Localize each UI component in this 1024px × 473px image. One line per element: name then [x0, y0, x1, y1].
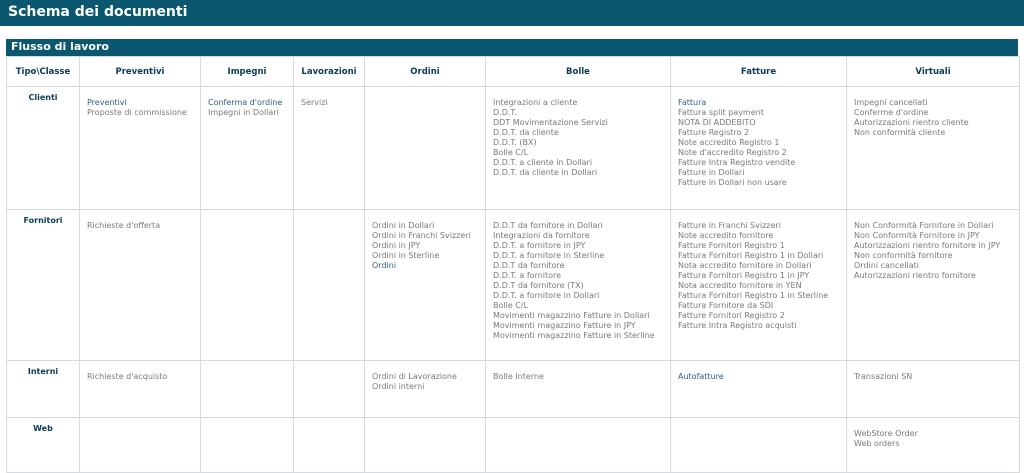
document-item: Fatture Fornitori Registro 2	[678, 311, 785, 320]
document-item: D.D.T. a fornitore in Sterline	[493, 251, 605, 260]
document-item: Non conformità cliente	[854, 128, 946, 137]
panel-header	[6, 39, 1018, 56]
document-item: WebStore Order	[854, 429, 918, 438]
document-item: Nota accredito fornitore in YEN	[678, 281, 802, 290]
cell-lavorazioni	[294, 418, 365, 473]
document-item: Conferme d'ordine	[854, 108, 929, 117]
document-item: Impegni cancellati	[854, 98, 928, 107]
table-row	[7, 87, 1020, 210]
row-label: Web	[7, 418, 80, 473]
document-schema-table	[6, 56, 1020, 473]
document-item: Movimenti magazzino Fatture in Sterline	[493, 331, 655, 340]
document-item: Fatture Intra Registro vendite	[678, 158, 796, 167]
cell-lavorazioni	[294, 361, 365, 418]
cell-fatture	[671, 210, 847, 361]
top-bar	[0, 0, 1024, 26]
document-item: Movimenti magazzino Fatture in Dollari	[493, 311, 650, 320]
document-item: Autorizzazioni rientro cliente	[854, 118, 969, 127]
cell-preventivi	[80, 210, 201, 361]
cell-ordini	[365, 87, 486, 210]
table-row	[7, 210, 1020, 361]
cell-fatture	[671, 418, 847, 473]
table-row	[7, 361, 1020, 418]
document-item: Fattura Fornitori Registro 1 in Dollari	[678, 251, 824, 260]
document-item: Ordini in JPY	[372, 241, 421, 250]
header-row	[7, 57, 1020, 87]
row-label: Interni	[7, 361, 80, 418]
document-item: Ordini cancellati	[854, 261, 919, 270]
document-item: Integrazioni da fornitore	[493, 231, 590, 240]
document-item: Servizi	[301, 98, 328, 107]
document-item: Web orders	[854, 439, 900, 448]
cell-fatture	[671, 87, 847, 210]
cell-preventivi	[80, 87, 201, 210]
cell-virtuali	[847, 210, 1020, 361]
document-item: Fatture in Dollari non usare	[678, 178, 787, 187]
row-label: Fornitori	[7, 210, 80, 361]
col-header-fatture: Fatture	[671, 57, 847, 87]
cell-virtuali	[847, 361, 1020, 418]
page-title: Schema dei documenti	[8, 4, 188, 20]
col-header-impegni: Impegni	[201, 57, 294, 87]
cell-preventivi	[80, 418, 201, 473]
cell-impegni	[201, 418, 294, 473]
document-link[interactable]: Preventivi	[87, 98, 127, 107]
cell-virtuali	[847, 418, 1020, 473]
col-header-tipo-classe: Tipo\Classe	[7, 57, 80, 87]
document-item: Note d'accredito Registro 2	[678, 148, 787, 157]
document-item: D.D.T. da cliente in Dollari	[493, 168, 598, 177]
document-item: D.D.T. a cliente in Dollari	[493, 158, 593, 167]
cell-virtuali	[847, 87, 1020, 210]
document-item: NOTA DI ADDEBITO	[678, 118, 756, 127]
document-item: Fattura Fornitori Registro 1 in Sterline	[678, 291, 829, 300]
document-link[interactable]: Ordini	[372, 261, 397, 270]
cell-bolle	[486, 418, 671, 473]
document-item: Fattura Fornitore da SDI	[678, 301, 774, 310]
document-item: Note accredito Registro 1	[678, 138, 780, 147]
col-header-preventivi: Preventivi	[80, 57, 201, 87]
table-row	[7, 418, 1020, 473]
document-item: D.D.T. a fornitore	[493, 271, 562, 280]
cell-preventivi	[80, 361, 201, 418]
document-item: Fatture Intra Registro acquisti	[678, 321, 797, 330]
cell-bolle	[486, 361, 671, 418]
document-item: Transazioni SN	[854, 372, 913, 381]
cell-ordini	[365, 418, 486, 473]
document-item: Bolle Interne	[493, 372, 544, 381]
document-item: Bolle C/L	[493, 301, 529, 310]
document-item: Fatture Registro 2	[678, 128, 750, 137]
cell-ordini	[365, 210, 486, 361]
cell-fatture	[671, 361, 847, 418]
document-item: Non Conformità Fornitore in Dollari	[854, 221, 994, 230]
document-link[interactable]: Conferma d'ordine	[208, 98, 283, 107]
document-item: Autorizzazioni rientro fornitore in JPY	[854, 241, 1001, 250]
document-item: Ordini in Franchi Svizzeri	[372, 231, 471, 240]
col-header-virtuali: Virtuali	[847, 57, 1020, 87]
cell-lavorazioni	[294, 210, 365, 361]
document-item: Nota accredito fornitore in Dollari	[678, 261, 812, 270]
document-item: Autorizzazioni rientro fornitore	[854, 271, 976, 280]
cell-bolle	[486, 210, 671, 361]
document-item: Ordini di Lavorazione	[372, 372, 457, 381]
document-item: Proposte di commissione	[87, 108, 187, 117]
document-item: D.D.T da fornitore in Dollari	[493, 221, 603, 230]
document-item: D.D.T. da cliente	[493, 128, 559, 137]
col-header-lavorazioni: Lavorazioni	[294, 57, 365, 87]
document-item: D.D.T.	[493, 108, 517, 117]
document-item: Integrazioni a cliente	[493, 98, 578, 107]
document-item: D.D.T da fornitore	[493, 261, 565, 270]
document-item: Impegni in Dollari	[208, 108, 279, 117]
document-item: Richieste d'offerta	[87, 221, 161, 230]
document-item: Fattura Fornitori Registro 1 in JPY	[678, 271, 810, 280]
document-link[interactable]: Autofatture	[678, 372, 724, 381]
document-item: DDT Movimentazione Servizi	[493, 118, 608, 127]
document-item: Non Conformità Fornitore in JPY	[854, 231, 980, 240]
document-item: Movimenti magazzino Fatture in JPY	[493, 321, 636, 330]
document-item: Richieste d'acquisto	[87, 372, 168, 381]
document-item: Non conformità fornitore	[854, 251, 953, 260]
document-item: Ordini in Dollari	[372, 221, 435, 230]
document-item: D.D.T da fornitore (TX)	[493, 281, 584, 290]
document-item: D.D.T. a fornitore in JPY	[493, 241, 586, 250]
panel-title: Flusso di lavoro	[11, 40, 109, 53]
cell-impegni	[201, 87, 294, 210]
document-link[interactable]: Fattura	[678, 98, 707, 107]
document-item: Note accredito fornitore	[678, 231, 774, 240]
col-header-ordini: Ordini	[365, 57, 486, 87]
document-item: Fattura split payment	[678, 108, 764, 117]
cell-lavorazioni	[294, 87, 365, 210]
document-item: Fatture in Franchi Svizzeri	[678, 221, 781, 230]
document-item: Ordini interni	[372, 382, 425, 391]
document-item: Fatture in Dollari	[678, 168, 745, 177]
row-label: Clienti	[7, 87, 80, 210]
col-header-bolle: Bolle	[486, 57, 671, 87]
document-item: Fatture Fornitori Registro 1	[678, 241, 785, 250]
document-item: D.D.T. a fornitore in Dollari	[493, 291, 600, 300]
document-item: Bolle C/L	[493, 148, 529, 157]
document-item: D.D.T. (BX)	[493, 138, 537, 147]
cell-ordini	[365, 361, 486, 418]
document-item: Ordini in Sterline	[372, 251, 440, 260]
cell-impegni	[201, 361, 294, 418]
cell-bolle	[486, 87, 671, 210]
cell-impegni	[201, 210, 294, 361]
